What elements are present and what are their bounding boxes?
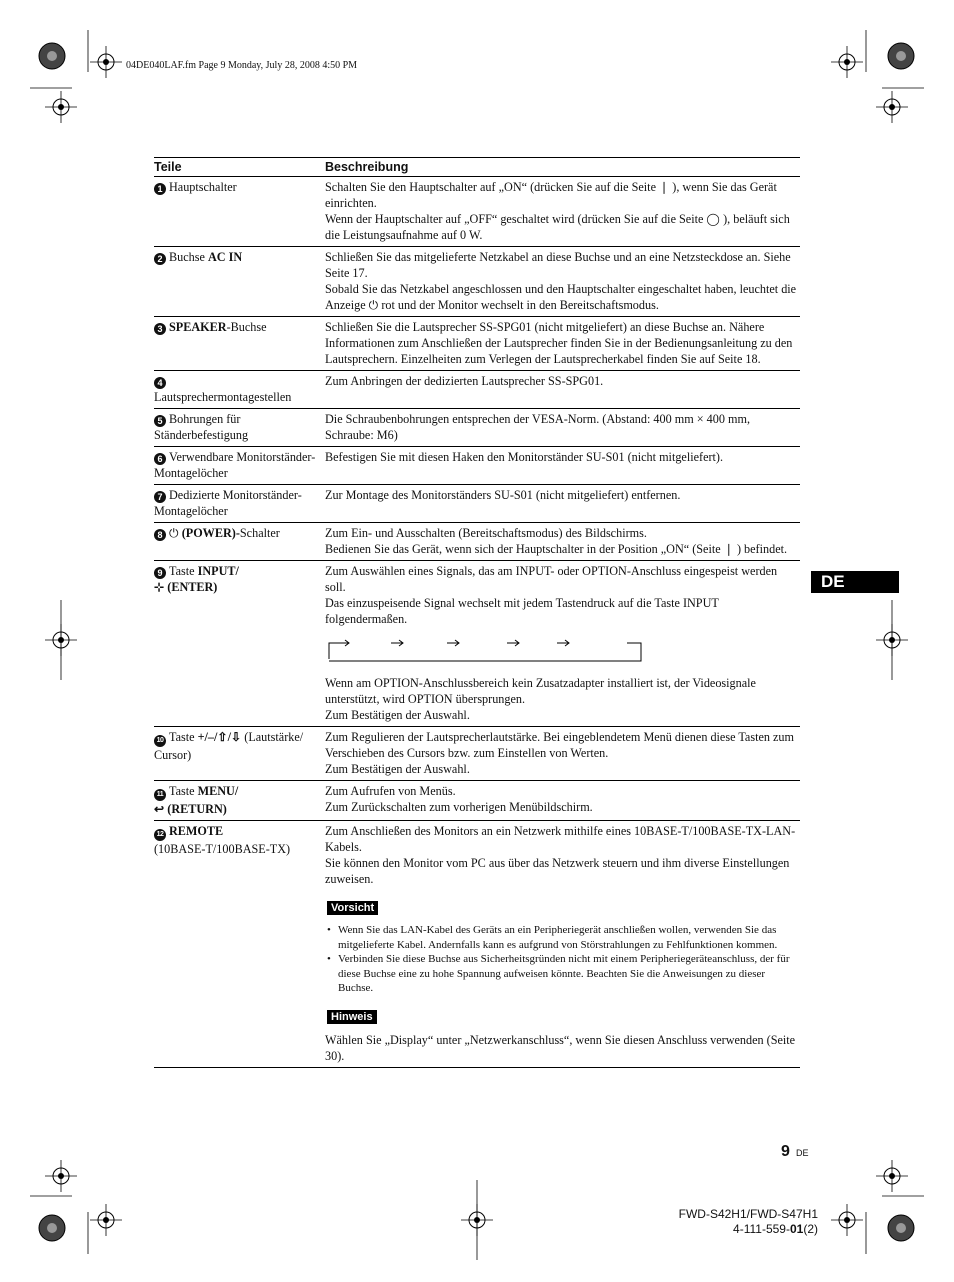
table-header — [154, 157, 800, 177]
part-label: Hauptschalter — [169, 180, 237, 194]
part-label: (Lautstärke/ Cursor) — [154, 730, 304, 762]
crosshair-icon — [831, 46, 863, 78]
note-text: Wählen Sie „Display“ unter „Netzwerkanschluss“, wenn Sie diesen Anschluss verwenden (Seite 30). — [325, 1032, 796, 1063]
crosshair-icon — [45, 91, 77, 123]
item-number-badge: 5 — [154, 415, 166, 427]
description-paragraph: Zum Anschließen des Monitors an ein Netzwerk mithilfe eines 10BASE-T/100BASE-TX-LAN-Kabels. — [325, 824, 796, 854]
star-target-icon — [39, 43, 65, 69]
part-label: Taste — [169, 564, 198, 578]
part-name — [154, 783, 325, 817]
part-name — [154, 179, 325, 243]
description-paragraph: Zur Montage des Monitorständers SU-S01 (nicht mitgeliefert) entfernen. — [325, 488, 681, 502]
part-name — [154, 563, 325, 723]
table-row — [154, 485, 800, 523]
table-row — [154, 821, 800, 1068]
description-paragraph: Wenn der Hauptschalter auf „OFF“ geschaltet wird (drücken Sie auf die Seite ◯ ), beläuft sich die Leistungsaufnahme auf 0 W. — [325, 212, 790, 242]
part-label: -Buchse — [226, 320, 267, 334]
description-paragraph: Zum Ein- und Ausschalten (Bereitschaftsmodus) des Bildschirms. — [325, 526, 647, 540]
star-target-icon — [39, 1215, 65, 1241]
column-header-parts: Teile — [154, 160, 182, 174]
item-number-badge: 12 — [154, 829, 166, 841]
model-info — [660, 1207, 818, 1237]
part-name — [154, 487, 325, 519]
caution-list — [325, 923, 800, 996]
part-label: +/–/⇧/⇩ — [197, 730, 242, 744]
item-number-badge: 3 — [154, 323, 166, 335]
crosshair-icon — [90, 46, 122, 78]
description-paragraph: Bedienen Sie das Gerät, wenn sich der Hauptschalter in der Position „ON“ (Seite ❘ ) befindet. — [325, 542, 788, 556]
description — [325, 449, 800, 481]
arrow-right-icon — [337, 640, 349, 646]
description-paragraph: Zum Regulieren der Lautsprecherlautstärke. Bei eingeblendetem Menü dienen diese Tasten zum Verschieben des Cursors bzw. zum Einstellen von Werten. — [325, 730, 794, 760]
part-number: 4-111-559-01(2) — [733, 1222, 818, 1236]
description — [325, 823, 800, 1064]
item-number-badge: 10 — [154, 735, 166, 747]
part-name — [154, 449, 325, 481]
crosshair-icon — [45, 1160, 77, 1192]
table-row — [154, 317, 800, 371]
arrow-right-icon — [507, 640, 519, 646]
item-number-badge: 7 — [154, 491, 166, 503]
part-label: (POWER)- — [181, 526, 240, 540]
description-paragraph: Zum Bestätigen der Auswahl. — [325, 762, 470, 776]
description — [325, 179, 800, 243]
part-name — [154, 823, 325, 1064]
caution-item: • Verbinden Sie diese Buchse aus Sicherheitsgründen nicht mit einem Peripheriegeräteanschluss, der für diese Buchse eine zu hohe Spannung aufweisen könnte. Beachten Sie die Anweisungen zu dieser Buchse. — [325, 952, 800, 996]
table-row — [154, 523, 800, 561]
description-paragraph: Sobald Sie das Netzkabel angeschlossen und den Hauptschalter eingeschaltet haben, leuchtet die Anzeige ⏻ rot und der Monitor wechselt in den Bereitschaftsmodus. — [325, 282, 797, 312]
description — [325, 249, 800, 313]
arrow-right-icon — [391, 640, 403, 646]
table-row — [154, 247, 800, 317]
language-tab: DE — [811, 571, 899, 593]
part-label: Buchse — [169, 250, 208, 264]
description — [325, 729, 800, 777]
description-paragraph: Schließen Sie die Lautsprecher SS-SPG01 (nicht mitgeliefert) an diese Buchse an. Nähere Informationen zum Anschließen der Lautsprecher finden Sie in der Bedienungsanleitung zu den Lautsprechern. Einzelheiten zum Verlegen der Lautsprecherkabel finden Sie auf Seite 18. — [325, 320, 793, 366]
part-label: Dedizierte Monitorständer-Montagelöcher — [154, 488, 302, 518]
description-paragraph: Zum Zurückschalten zum vorherigen Menübildschirm. — [325, 800, 593, 814]
part-label: INPUT/ — [197, 564, 239, 578]
table-row — [154, 727, 800, 781]
item-number-badge: 6 — [154, 453, 166, 465]
page-language: DE — [796, 1148, 809, 1158]
table-row — [154, 371, 800, 409]
item-number-badge: 4 — [154, 377, 166, 389]
table-row — [154, 447, 800, 485]
parts-table — [154, 157, 800, 1068]
description-paragraph: Schließen Sie das mitgelieferte Netzkabel an diese Buchse und an eine Netzsteckdose an. Siehe Seite 17. — [325, 250, 791, 280]
table-row — [154, 177, 800, 247]
part-name — [154, 373, 325, 405]
description — [325, 525, 800, 557]
description-paragraph: Schalten Sie den Hauptschalter auf „ON“ (drücken Sie auf die Seite ❘ ), wenn Sie das Gerät einrichten. — [325, 180, 777, 210]
part-label-line2: Lautsprechermontagestellen — [154, 390, 292, 404]
part-name — [154, 249, 325, 313]
description-paragraph: Die Schraubenbohrungen entsprechen der VESA-Norm. (Abstand: 400 mm × 400 mm, Schraube: M6) — [325, 412, 751, 442]
column-header-description: Beschreibung — [325, 160, 409, 174]
description-paragraph: Befestigen Sie mit diesen Haken den Monitorständer SU-S01 (nicht mitgeliefert). — [325, 450, 724, 464]
part-label: Verwendbare Monitorständer-Montagelöcher — [154, 450, 316, 480]
star-target-icon — [888, 43, 914, 69]
description — [325, 783, 800, 817]
description-paragraph: Das einzuspeisende Signal wechselt mit jedem Tastendruck auf die Taste INPUT folgendermaßen. — [325, 596, 719, 626]
item-number-badge: 1 — [154, 183, 166, 195]
part-label: Taste — [169, 730, 198, 744]
crosshair-icon — [876, 1160, 908, 1192]
arrow-right-icon — [557, 640, 569, 646]
part-label-line2: ↩ (RETURN) — [154, 802, 227, 816]
star-target-icon — [888, 1215, 914, 1241]
description — [325, 563, 800, 723]
caution-item: • Wenn Sie das LAN-Kabel des Geräts an ein Peripheriegerät anschließen wollen, verwenden Sie das mitgelieferte Kabel. Andernfalls kann es aufgrund von Störstrahlungen zu Fehlfunktionen kommen. — [325, 923, 800, 952]
part-label: ⏻ — [169, 526, 182, 540]
description-paragraph: Sie können den Monitor vom PC aus über das Netzwerk steuern und ihm diverse Einstellungen zuweisen. — [325, 856, 790, 886]
part-label: Bohrungen für Ständerbefestigung — [154, 412, 249, 442]
part-name — [154, 319, 325, 367]
part-name — [154, 525, 325, 557]
part-name — [154, 729, 325, 777]
part-label: AC IN — [207, 250, 243, 264]
part-label: REMOTE — [169, 824, 224, 838]
description — [325, 411, 800, 443]
part-label-line2: ⊹ (ENTER) — [154, 580, 218, 594]
caution-label: Vorsicht — [327, 901, 378, 915]
description — [325, 487, 800, 519]
item-number-badge: 11 — [154, 789, 166, 801]
table-row — [154, 561, 800, 727]
description-paragraph: Wenn am OPTION-Anschlussbereich kein Zusatzadapter installiert ist, der Videosignale unterstützt, wird OPTION übersprungen. — [325, 676, 756, 706]
signal-flow-diagram — [327, 639, 643, 665]
table-row — [154, 781, 800, 821]
item-number-badge: 9 — [154, 567, 166, 579]
description-paragraph: Zum Anbringen der dedizierten Lautsprecher SS-SPG01. — [325, 374, 604, 388]
arrow-right-icon — [447, 640, 459, 646]
part-label: SPEAKER — [169, 320, 227, 334]
part-name — [154, 411, 325, 443]
item-number-badge: 2 — [154, 253, 166, 265]
description-paragraph: Zum Auswählen eines Signals, das am INPUT- oder OPTION-Anschluss eingespeist werden soll. — [325, 564, 778, 594]
file-header-note: 04DE040LAF.fm Page 9 Monday, July 28, 2008 4:50 PM — [126, 60, 358, 71]
page-number: 9 — [781, 1143, 790, 1160]
crosshair-icon — [876, 91, 908, 123]
part-label: Taste — [169, 784, 198, 798]
note-label: Hinweis — [327, 1010, 377, 1024]
part-label: MENU/ — [197, 784, 239, 798]
crosshair-icon — [831, 1204, 863, 1236]
description-paragraph: Zum Aufrufen von Menüs. — [325, 784, 456, 798]
crosshair-icon — [90, 1204, 122, 1236]
description-paragraph: Zum Bestätigen der Auswahl. — [325, 708, 470, 722]
table-row — [154, 409, 800, 447]
description — [325, 319, 800, 367]
part-label: Schalter — [239, 526, 280, 540]
description — [325, 373, 800, 405]
item-number-badge: 8 — [154, 529, 166, 541]
model-names: FWD-S42H1/FWD-S47H1 — [678, 1207, 818, 1221]
part-label-line2: (10BASE-T/100BASE-TX) — [154, 842, 291, 856]
